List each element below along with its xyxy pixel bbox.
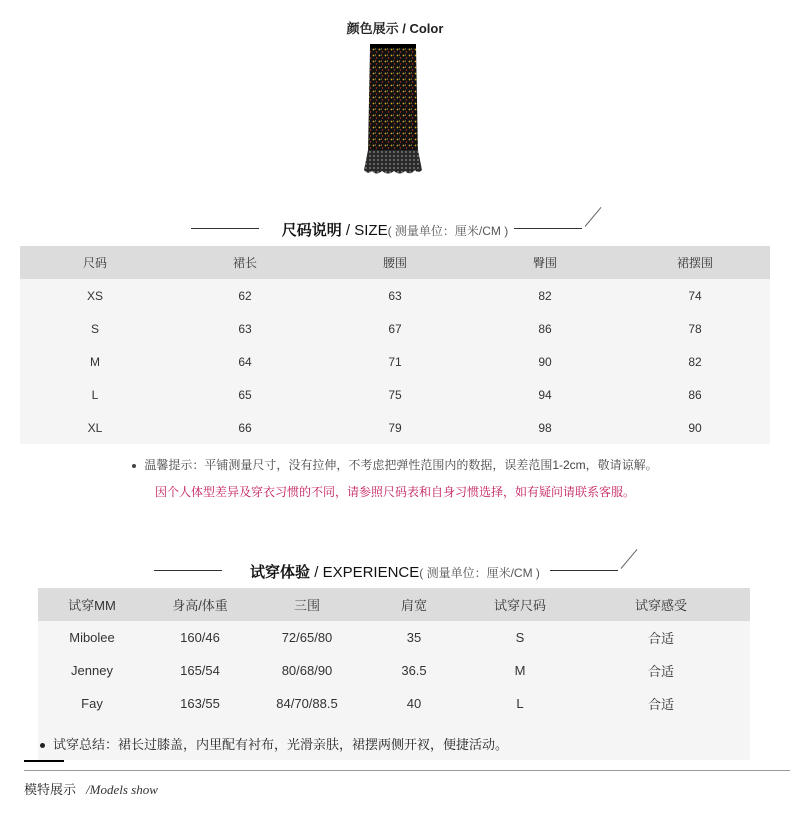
table-cell: 合适	[647, 664, 674, 679]
experience-header-cell: 试穿感受	[572, 588, 750, 621]
table-cell: 合适	[647, 631, 674, 646]
size-header-cell: 尺码	[20, 246, 170, 279]
size-header-cell: 裙长	[170, 246, 320, 279]
experience-header-cell: 身高/体重	[146, 588, 254, 621]
table-cell: 90	[620, 411, 770, 444]
experience-header-cell: 肩宽	[360, 588, 468, 621]
experience-heading-en: / EXPERIENCE	[310, 564, 420, 581]
size-table-header-row	[20, 246, 770, 279]
color-section-title: 颜色展示 / Color	[346, 21, 444, 36]
table-cell: 86	[470, 312, 620, 345]
size-heading-cn: 尺码说明	[281, 222, 342, 239]
table-cell: 163/55	[180, 696, 220, 711]
bullet-icon	[40, 743, 45, 748]
table-row	[38, 654, 750, 687]
models-show-en: /Models show	[86, 782, 158, 797]
size-header-cell: 裙摆围	[620, 246, 770, 279]
size-tip-note	[0, 456, 790, 473]
table-row	[38, 621, 750, 654]
table-cell: 82	[470, 279, 620, 312]
table-cell: 98	[470, 411, 620, 444]
table-cell: 86	[620, 378, 770, 411]
experience-header-cell: 三围	[254, 588, 360, 621]
size-header-cell: 腰围	[320, 246, 470, 279]
table-cell: 71	[320, 345, 470, 378]
table-row	[20, 378, 770, 411]
table-cell: 80/68/90	[281, 663, 333, 678]
table-cell: 35	[406, 630, 422, 645]
table-cell: M	[514, 663, 526, 678]
table-cell: Mibolee	[69, 630, 115, 645]
models-show-cn: 模特展示	[24, 782, 77, 797]
models-show-heading	[24, 779, 158, 798]
table-row	[20, 345, 770, 378]
table-cell: S	[515, 630, 525, 645]
table-cell: 64	[170, 345, 320, 378]
table-cell: 82	[620, 345, 770, 378]
table-cell: 94	[470, 378, 620, 411]
table-cell: 78	[620, 312, 770, 345]
experience-heading-right-rule	[550, 570, 618, 571]
experience-heading	[0, 561, 790, 582]
size-heading-en: / SIZE	[341, 222, 388, 239]
table-row	[20, 279, 770, 312]
table-cell: 72/65/80	[281, 630, 333, 645]
experience-header-cell: 试穿MM	[38, 588, 146, 621]
table-row	[38, 687, 750, 720]
table-cell: 84/70/88.5	[276, 696, 338, 711]
models-divider	[24, 770, 790, 771]
table-cell: XL	[20, 411, 170, 444]
experience-header-cell: 试穿尺码	[468, 588, 572, 621]
table-cell: 65	[170, 378, 320, 411]
size-header-cell: 臀围	[470, 246, 620, 279]
table-cell: S	[20, 312, 170, 345]
table-cell: Jenney	[71, 663, 113, 678]
table-cell: 36.5	[401, 663, 427, 678]
table-cell: 66	[170, 411, 320, 444]
table-row	[20, 411, 770, 444]
table-cell: L	[20, 378, 170, 411]
table-cell: 165/54	[180, 663, 220, 678]
size-warning-note: 因个人体型差异及穿衣习惯的不同，请参照尺码表和自身习惯选择，如有疑问请联系客服。	[154, 485, 635, 499]
table-cell: 63	[170, 312, 320, 345]
table-cell: 62	[170, 279, 320, 312]
table-cell: 74	[620, 279, 770, 312]
experience-heading-cn: 试穿体验	[250, 564, 311, 581]
experience-summary	[40, 734, 508, 753]
table-cell: 75	[320, 378, 470, 411]
experience-table-header-row	[38, 588, 750, 621]
table-cell: 合适	[647, 697, 674, 712]
table-cell: 67	[320, 312, 470, 345]
table-row	[20, 312, 770, 345]
table-cell: L	[516, 696, 524, 711]
size-heading	[0, 219, 790, 240]
size-tip-text: 温馨提示：平铺测量尺寸，没有拉伸，不考虑把弹性范围内的数据，误差范围1-2cm，敬请谅解。	[144, 458, 658, 472]
table-cell: 90	[470, 345, 620, 378]
experience-table	[38, 588, 750, 720]
floral-skirt-image	[360, 42, 426, 182]
size-heading-right-rule	[514, 228, 582, 229]
table-cell: 40	[406, 696, 422, 711]
table-cell: 79	[320, 411, 470, 444]
table-cell: 63	[320, 279, 470, 312]
table-cell: XS	[20, 279, 170, 312]
experience-heading-unit: ( 测量单位：厘米/CM )	[419, 566, 540, 580]
size-table	[20, 246, 770, 444]
models-accent-bar	[24, 760, 64, 762]
bullet-icon	[132, 464, 136, 468]
table-cell: Fay	[81, 696, 103, 711]
size-heading-unit: ( 测量单位：厘米/CM )	[387, 224, 509, 238]
table-cell: 160/46	[180, 630, 220, 645]
experience-summary-text: 试穿总结：裙长过膝盖，内里配有衬布，光滑亲肤，裙摆两侧开衩，便捷活动。	[53, 737, 509, 752]
table-cell: M	[20, 345, 170, 378]
